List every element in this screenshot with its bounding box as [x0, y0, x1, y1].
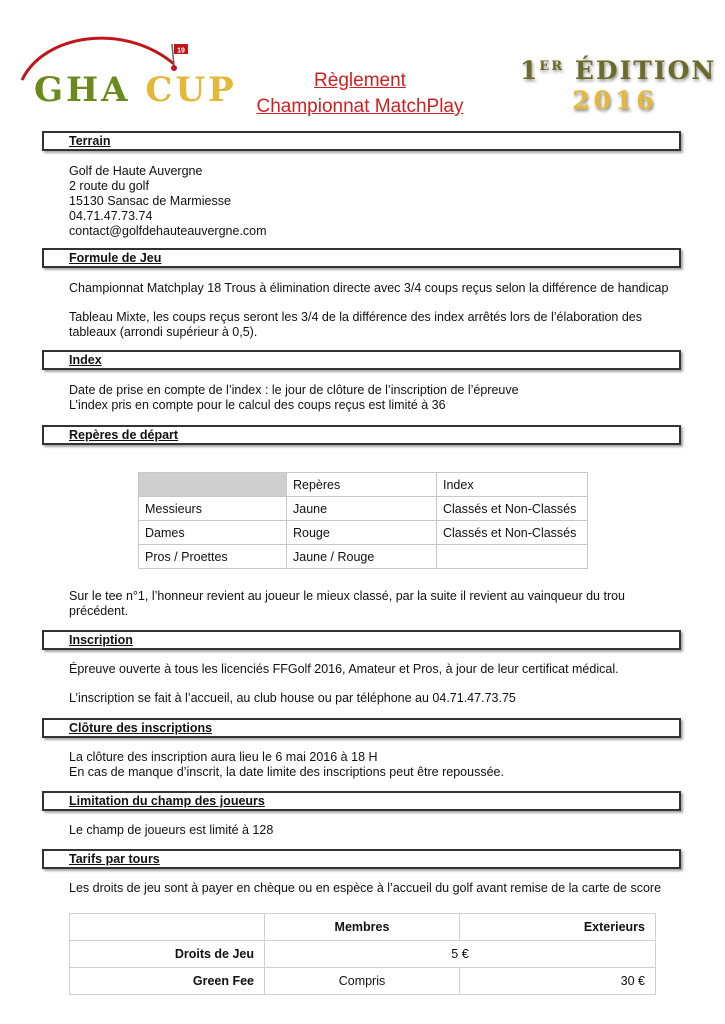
cloture-line-2: En cas de manque d’inscrit, la date limite des inscriptions peut être repoussée.	[69, 765, 504, 779]
table-row	[139, 497, 588, 521]
section-bar-reperes	[42, 425, 681, 445]
terrain-line-1: Golf de Haute Auvergne	[69, 164, 203, 178]
formule-paragraph-2-line-2: tableaux (arrondi supérieur à 0,5).	[69, 325, 258, 339]
table-header-exterieurs: Exterieurs	[460, 914, 656, 941]
table-cell: Classés et Non-Classés	[437, 521, 588, 545]
edition-label	[520, 56, 717, 85]
section-bar-limitation	[42, 791, 681, 811]
green-fee-membres: Compris	[265, 968, 460, 995]
title-line-2: Championnat MatchPlay	[256, 96, 464, 117]
section-title-cloture: Clôture des inscriptions	[69, 721, 213, 735]
table-cell: Jaune	[287, 497, 437, 521]
edition-number: 1	[520, 56, 540, 85]
title-line-1: Règlement	[314, 70, 406, 91]
table-cell: Classés et Non-Classés	[437, 497, 588, 521]
table-header-cell: Repères	[287, 473, 437, 497]
logo-text	[34, 70, 237, 110]
terrain-phone: 04.71.47.73.74	[69, 209, 153, 223]
section-bar-tarifs	[42, 849, 681, 869]
section-title-index: Index	[69, 353, 102, 367]
section-bar-terrain	[42, 131, 681, 151]
green-fee-label: Green Fee	[70, 968, 265, 995]
table-cell: Messieurs	[139, 497, 287, 521]
formule-paragraph-2-line-1: Tableau Mixte, les coups reçus seront les 3/4 de la différence des index arrêtés lors de l’élaboration des	[69, 310, 643, 324]
cloture-line-1: La clôture des inscription aura lieu le 6 mai 2016 à 18 H	[69, 750, 378, 764]
limitation-text: Le champ de joueurs est limité à 128	[69, 823, 274, 837]
section-bar-index	[42, 350, 681, 370]
terrain-line-3: 15130 Sansac de Marmiesse	[69, 194, 231, 208]
table-row	[139, 473, 588, 497]
section-bar-formule	[42, 248, 681, 268]
section-title-limitation: Limitation du champ des joueurs	[69, 794, 265, 808]
table-header-membres: Membres	[265, 914, 460, 941]
table-header-cell	[70, 914, 265, 941]
table-cell: Jaune / Rouge	[287, 545, 437, 569]
tarifs-text: Les droits de jeu sont à payer en chèque ou en espèce à l’accueil du golf avant remise de la carte de score	[69, 881, 662, 895]
logo-text-gha: GHA	[34, 70, 146, 110]
section-title-inscription: Inscription	[69, 633, 133, 647]
tarifs-table	[69, 913, 656, 995]
droits-de-jeu-value: 5 €	[265, 941, 656, 968]
section-title-reperes: Repères de départ	[69, 428, 179, 442]
section-title-formule: Formule de Jeu	[69, 251, 162, 265]
flag-number: 19	[177, 47, 185, 55]
index-line-1: Date de prise en compte de l’index : le jour de clôture de l’inscription de l’épreuve	[69, 383, 519, 397]
table-row	[139, 545, 588, 569]
edition-word: ÉDITION	[574, 56, 717, 85]
table-cell: Rouge	[287, 521, 437, 545]
green-fee-exterieurs: 30 €	[460, 968, 656, 995]
table-row	[70, 914, 656, 941]
table-header-cell: Index	[437, 473, 588, 497]
table-row	[70, 941, 656, 968]
table-row	[70, 968, 656, 995]
droits-de-jeu-label: Droits de Jeu	[70, 941, 265, 968]
table-cell: Dames	[139, 521, 287, 545]
table-header-cell	[139, 473, 287, 497]
reperes-table	[138, 472, 588, 569]
reperes-note-line-2: précédent.	[69, 604, 129, 618]
table-cell: Pros / Proettes	[139, 545, 287, 569]
table-cell	[437, 545, 588, 569]
section-title-tarifs: Tarifs par tours	[69, 852, 160, 866]
edition-year: 2016	[572, 86, 658, 115]
formule-paragraph-1: Championnat Matchplay 18 Trous à élimination directe avec 3/4 coups reçus selon la différence de handicap	[69, 281, 669, 295]
section-bar-inscription	[42, 630, 681, 650]
inscription-paragraph-2: L’inscription se fait à l’accueil, au club house ou par téléphone au 04.71.47.73.75	[69, 691, 516, 705]
section-bar-cloture	[42, 718, 681, 738]
section-title-terrain: Terrain	[69, 134, 111, 148]
edition-sup: ER	[539, 59, 565, 74]
inscription-paragraph-1: Épreuve ouverte à tous les licenciés FFGolf 2016, Amateur et Pros, à jour de leur certificat médical.	[69, 662, 619, 676]
terrain-email: contact@golfdehauteauvergne.com	[69, 224, 267, 238]
terrain-line-2: 2 route du golf	[69, 179, 149, 193]
table-row	[139, 521, 588, 545]
logo-text-cup: CUP	[145, 70, 237, 110]
reperes-note-line-1: Sur le tee n°1, l’honneur revient au joueur le mieux classé, par la suite il revient au vainqueur du trou	[69, 589, 626, 603]
index-line-2: L’index pris en compte pour le calcul des coups reçus est limité à 36	[69, 398, 446, 412]
